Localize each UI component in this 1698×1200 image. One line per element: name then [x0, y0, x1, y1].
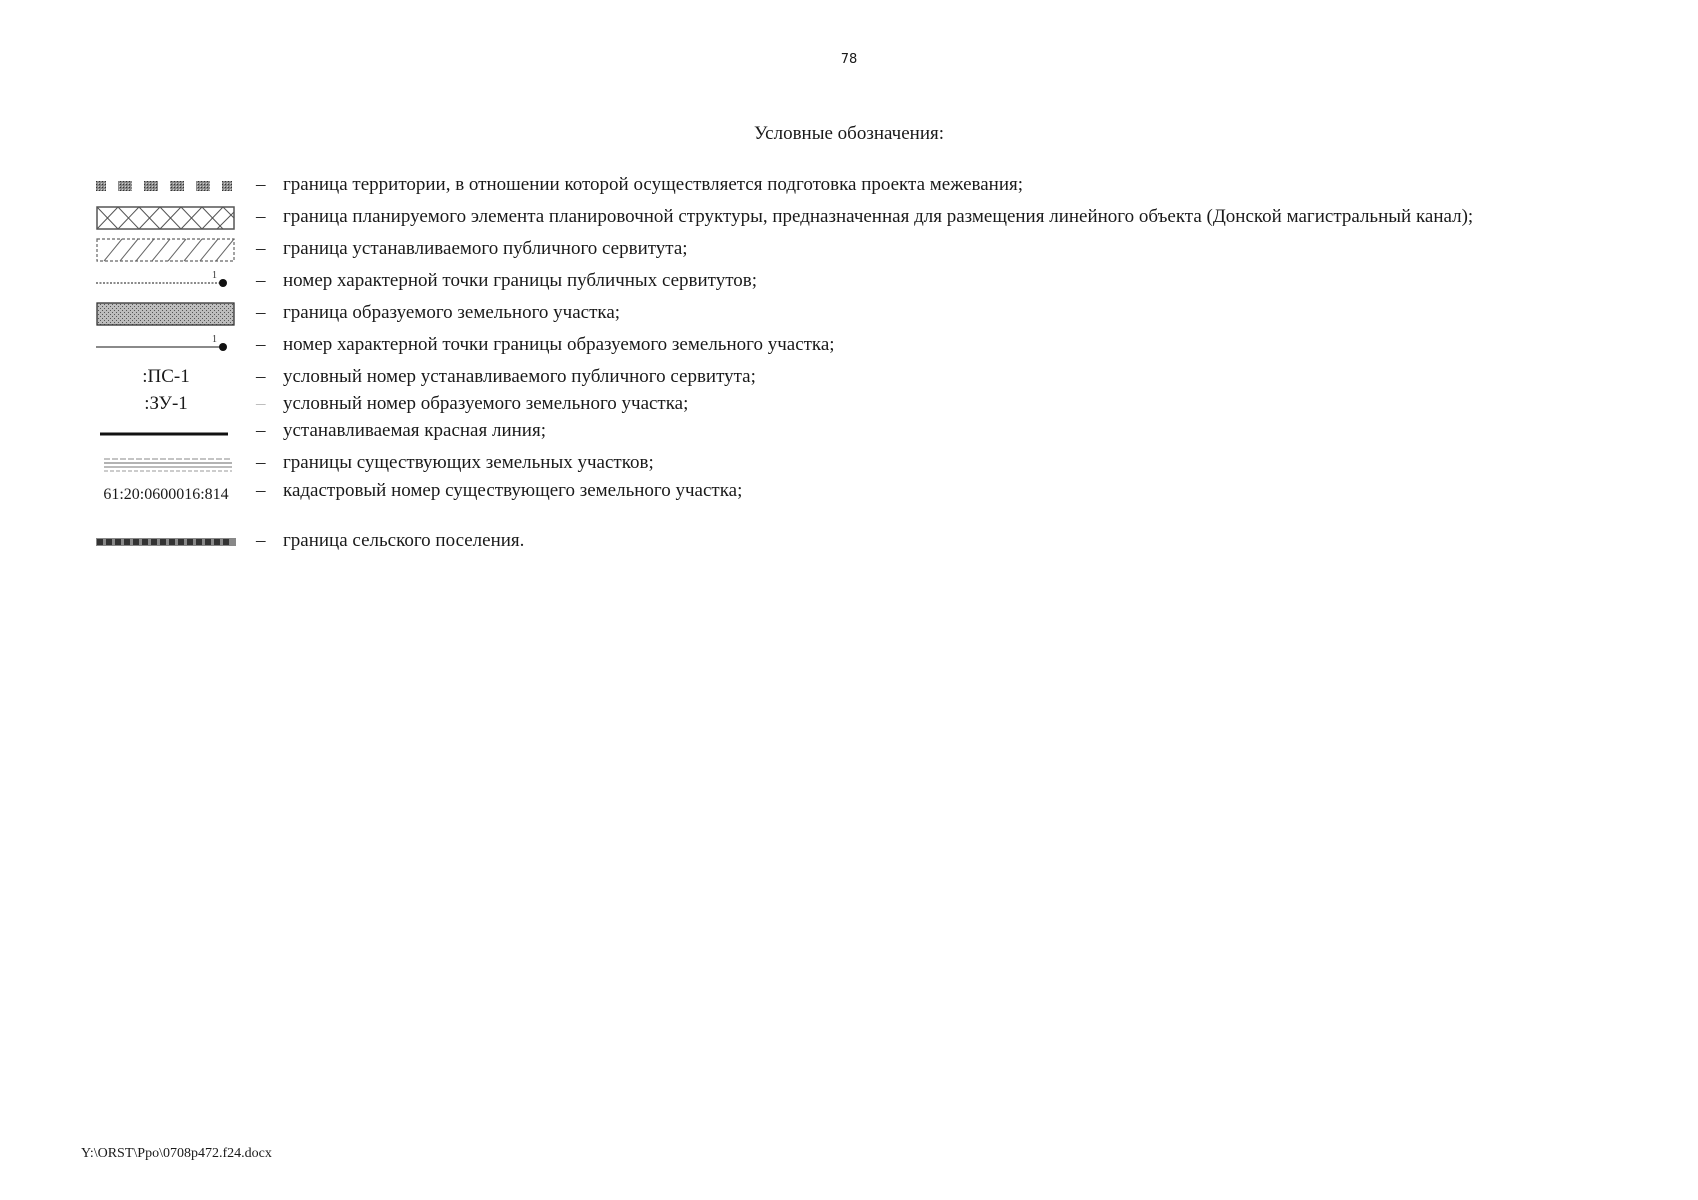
legend-text: номер характерной точки границы публичных сервитутов;	[283, 270, 758, 291]
legend-dash: –	[256, 480, 266, 501]
legend-item-existing-plots	[0, 450, 1698, 478]
legend-dash: –	[256, 393, 266, 414]
legend-item-land-plot-boundary	[0, 300, 1698, 328]
legend-title: Условные обозначения:	[753, 123, 945, 144]
legend-text: номер характерной точки границы образуемого земельного участка;	[283, 334, 835, 355]
legend-text: условный номер устанавливаемого публичного сервитута;	[283, 366, 756, 387]
solid-line-point-symbol	[96, 332, 236, 360]
legend-text: граница устанавливаемого публичного сервитута;	[283, 238, 688, 259]
legend-dash: –	[256, 206, 266, 227]
legend-dash: –	[256, 270, 266, 291]
legend-dash: –	[256, 420, 266, 441]
legend-dash: –	[256, 366, 266, 387]
legend-item-public-servitude-boundary	[0, 236, 1698, 264]
legend-text: граница планируемого элемента планировочной структуры, предназначенная для размещения линейного объекта (Донской магистральный канал);	[283, 206, 1474, 227]
territory-boundary-symbol	[96, 172, 236, 200]
legend-text: кадастровый номер существующего земельного участка;	[283, 480, 743, 501]
legend-text: устанавливаемая красная линия;	[283, 420, 546, 441]
legend-dash: –	[256, 530, 266, 551]
legend-dash: –	[256, 302, 266, 323]
settlement-boundary-symbol	[96, 528, 236, 556]
legend-dash: –	[256, 452, 266, 473]
cadastral-number-label: 61:20:0600016:814	[103, 486, 229, 503]
page-number: 78	[840, 52, 858, 67]
diagonal-hatch-box-symbol	[96, 236, 236, 264]
thick-line-symbol	[96, 418, 236, 446]
legend-item-servitude-point	[0, 268, 1698, 296]
legend-item-linear-object-boundary	[0, 204, 1698, 232]
legend-text: условный номер образуемого земельного участка;	[283, 393, 689, 414]
legend-text: граница территории, в отношении которой осуществляется подготовка проекта межевания;	[283, 174, 1024, 195]
legend-item-red-line	[0, 418, 1698, 446]
legend-dash: –	[256, 238, 266, 259]
dotted-line-point-symbol	[96, 268, 236, 296]
legend-text: границы существующих земельных участков;	[283, 452, 654, 473]
servitude-code-label: :ПС-1	[142, 366, 190, 387]
double-line-symbol	[96, 450, 236, 478]
legend-text: граница сельского поселения.	[283, 530, 525, 551]
legend-text: граница образуемого земельного участка;	[283, 302, 621, 323]
point-number-label: 1	[212, 270, 217, 281]
legend-item-settlement-boundary	[0, 528, 1698, 556]
legend-dash: –	[256, 334, 266, 355]
stippled-box-symbol	[96, 300, 236, 328]
point-number-label: 1	[212, 334, 217, 345]
legend-item-land-plot-point	[0, 332, 1698, 360]
document-path-footer: Y:\ORST\Ppo\0708p472.f24.docx	[81, 1146, 272, 1161]
legend-dash: –	[256, 174, 266, 195]
legend-item-territory-boundary	[0, 172, 1698, 200]
land-plot-code-label: :ЗУ-1	[144, 393, 188, 414]
legend-item-land-plot-code	[0, 391, 1698, 419]
legend-item-cadastral-number	[0, 478, 1698, 518]
crosshatch-box-symbol	[96, 204, 236, 232]
legend-item-servitude-code	[0, 364, 1698, 392]
